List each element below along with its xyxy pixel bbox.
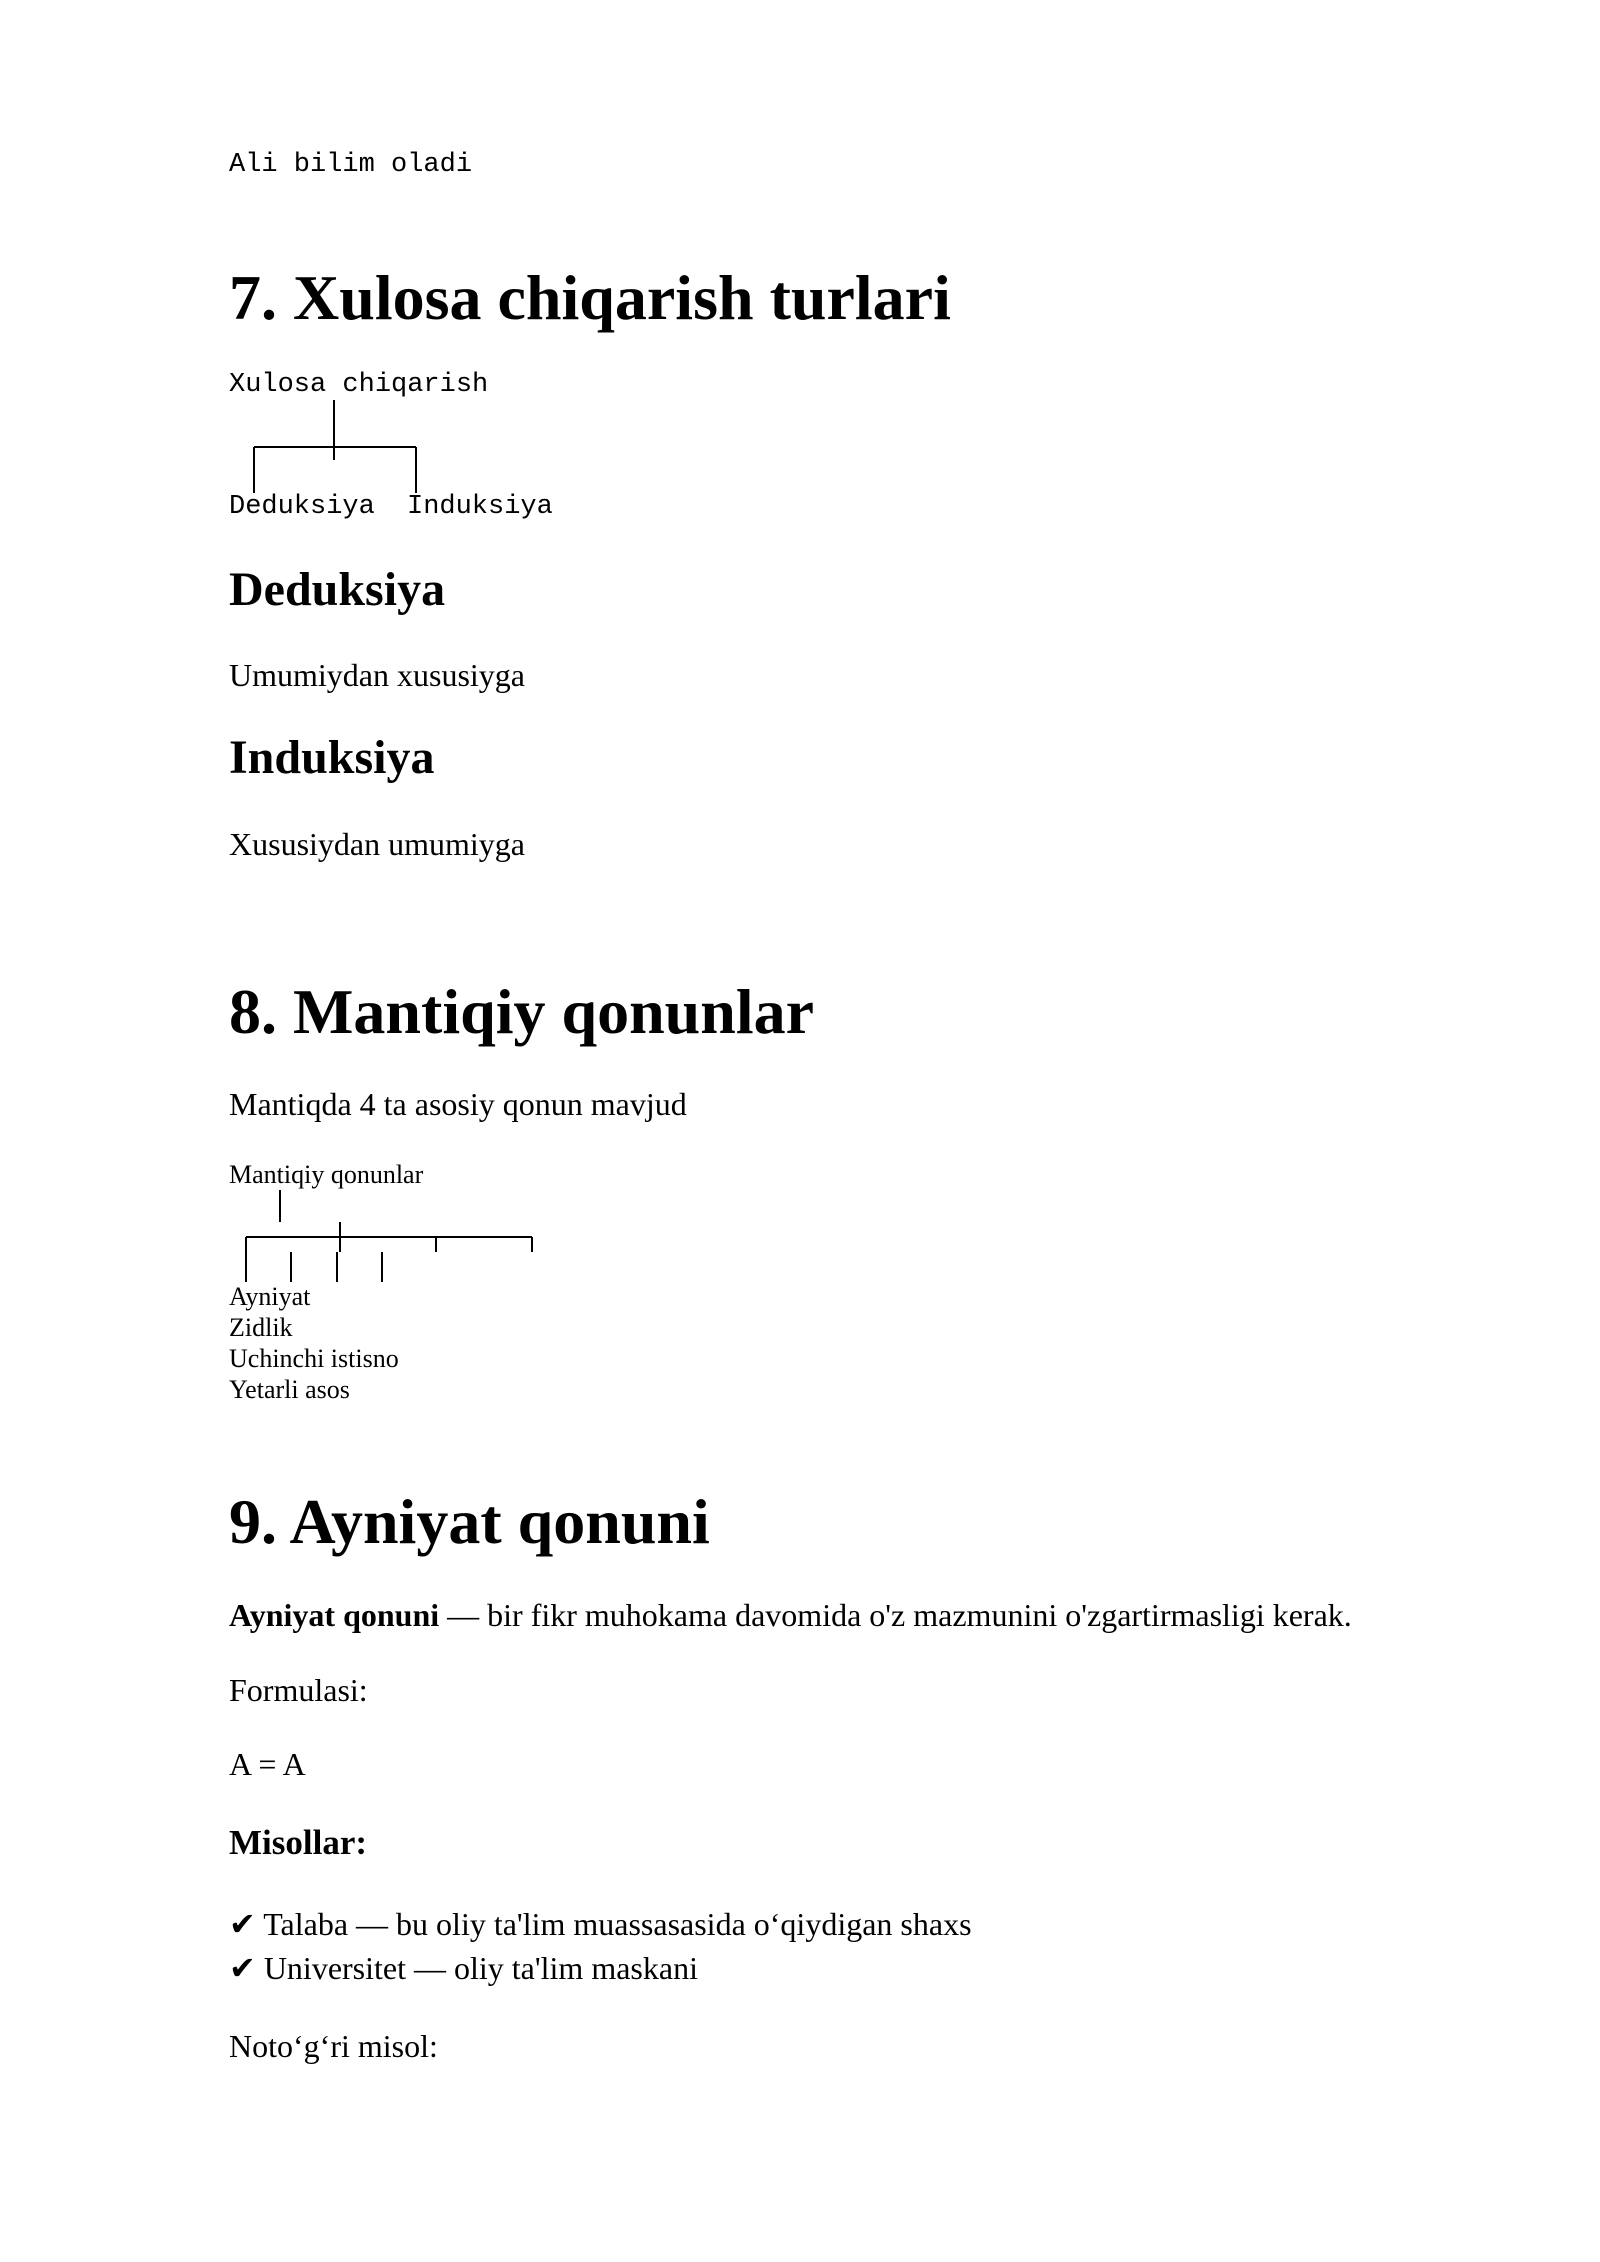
formula: A = A xyxy=(229,1746,306,1782)
diagram-root-label: Xulosa chiqarish xyxy=(229,370,489,400)
law-item-ayniyat: Ayniyat xyxy=(229,1282,311,1311)
law-item-yetarli-asos: Yetarli asos xyxy=(229,1375,350,1404)
law-item-uchinchi-istisno: Uchinchi istisno xyxy=(229,1344,399,1373)
induksiya-heading: Induksiya xyxy=(229,731,435,784)
example-item: ✔ Talaba — bu oliy ta'lim muassasasida oʻqiydigan shaxs xyxy=(229,1906,972,1942)
intro-line: Ali bilim oladi xyxy=(229,150,473,180)
laws-diagram-root-label: Mantiqiy qonunlar xyxy=(229,1160,424,1189)
section8-title: 8. Mantiqiy qonunlar xyxy=(229,976,815,1047)
definition-paragraph xyxy=(229,1599,1352,1631)
diagram-connector-lines xyxy=(250,400,470,470)
law-item-zidlik: Zidlik xyxy=(229,1313,293,1342)
induksiya-text: Xususiydan umumiyga xyxy=(229,826,525,862)
section9-title: 9. Ayniyat qonuni xyxy=(229,1486,710,1557)
section8-intro: Mantiqda 4 ta asosiy qonun mavjud xyxy=(229,1086,687,1122)
examples-heading: Misollar: xyxy=(229,1823,368,1862)
laws-list xyxy=(229,1284,399,1408)
formula-label: Formulasi: xyxy=(229,1672,368,1708)
deduksiya-text: Umumiydan xususiyga xyxy=(229,657,525,693)
section7-title: 7. Xulosa chiqarish turlari xyxy=(229,262,951,333)
definition-text: — bir fikr muhokama davomida o'z mazmunini o'zgartirmasligi kerak. xyxy=(439,1597,1352,1633)
wrong-example-label: Notoʻgʻri misol: xyxy=(229,2028,438,2064)
diagram-left-label: Deduksiya xyxy=(229,492,375,522)
laws-diagram-connector-lines xyxy=(240,1190,560,1290)
example-item: ✔ Universitet — oliy ta'lim maskani xyxy=(229,1950,698,1986)
definition-term: Ayniyat qonuni xyxy=(229,1597,440,1633)
deduksiya-heading: Deduksiya xyxy=(229,563,446,616)
diagram-right-label: Induksiya xyxy=(407,492,553,522)
